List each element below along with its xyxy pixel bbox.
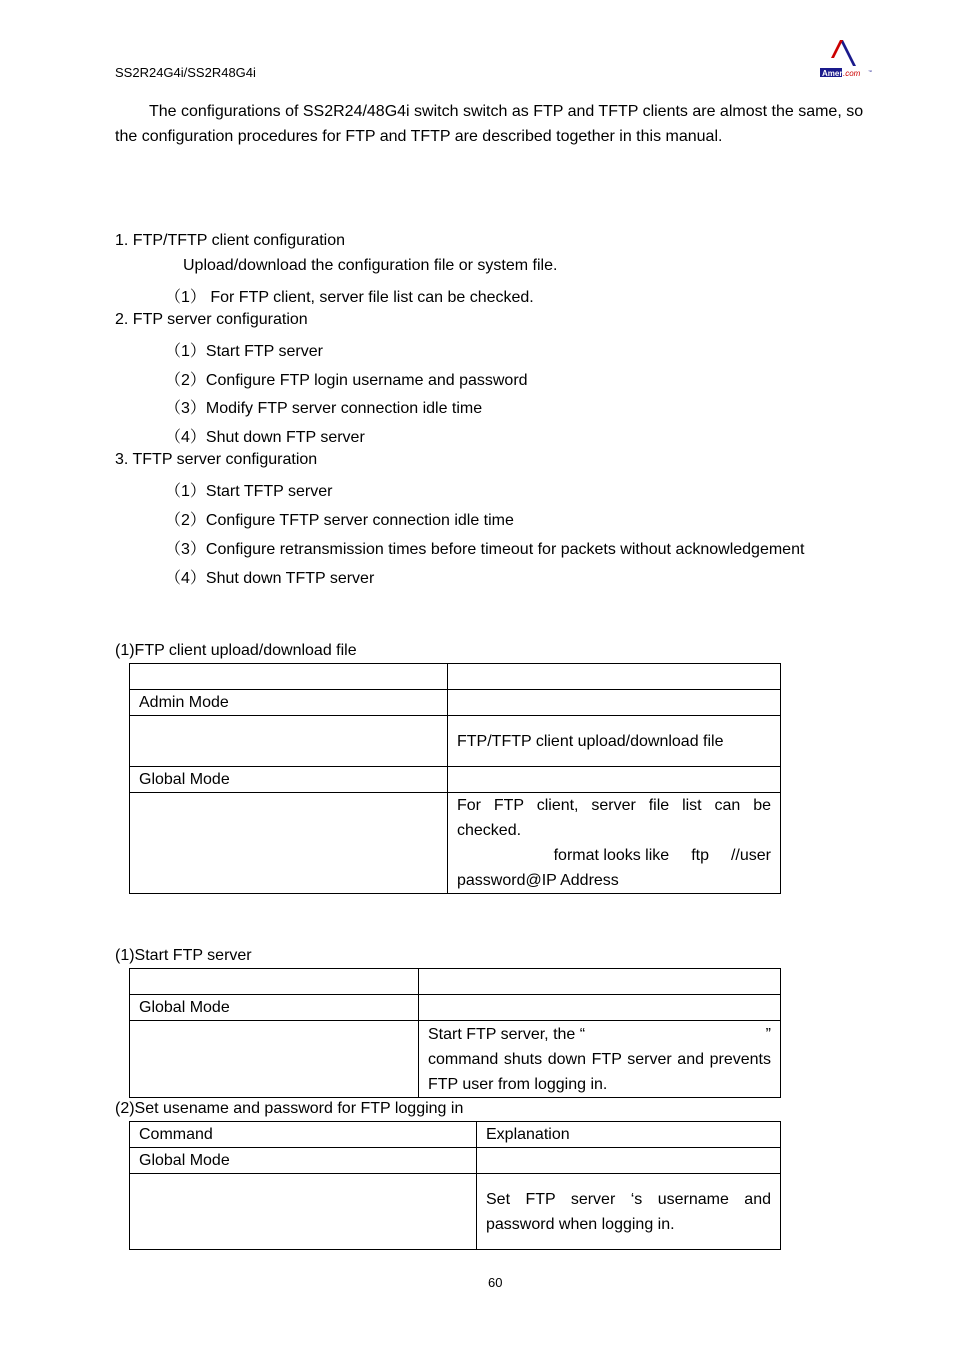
section-tftp-server-title: 3. TFTP server configuration [115,451,318,468]
table-cell [419,995,781,1021]
command-cell [130,716,448,767]
svg-text:Amer: Amer [822,69,843,78]
mode-cell: Admin Mode [130,690,448,716]
table-row [130,793,781,894]
explanation-cell: FTP/TFTP client upload/download file [448,716,781,767]
mode-cell: Global Mode [130,767,448,793]
list-item: （4）Shut down TFTP server [165,570,375,587]
explanation-cell [448,793,781,894]
ftp-client-table [129,663,781,894]
explanation-text: Start FTP server, the “ [428,1025,586,1043]
explanation-text: password@IP Address [457,872,619,889]
list-item: （1）Start TFTP server [165,483,333,500]
table-row [130,690,781,716]
explanation-text: ” [765,1025,771,1043]
command-cell [130,1174,477,1250]
list-item: （3）Configure retransmission times before timeout for packets without acknowledgement [165,541,805,558]
table-cell [448,690,781,716]
ftp-server-start-table [129,968,781,1098]
command-cell [130,1021,419,1098]
table-cell [130,969,419,995]
svg-text:.com: .com [843,69,861,78]
table-cell [448,664,781,690]
explanation-cell [419,1021,781,1098]
explanation-text: ftp [691,847,709,864]
explanation-text: For FTP client, server file list can be checked. [457,797,771,839]
section-ftp-server-title: 2. FTP server configuration [115,311,308,328]
table-row [130,664,781,690]
header-model: SS2R24G4i/SS2R48G4i [115,65,256,80]
table-cell [130,664,448,690]
list-item: （1）Start FTP server [165,343,323,360]
mode-cell: Global Mode [130,1148,477,1174]
list-item: （2）Configure FTP login username and password [165,372,528,389]
explanation-cell: Set FTP server ‘s username and password when logging in. [477,1174,781,1250]
table3-caption: (2)Set usename and password for FTP logging in [115,1100,464,1117]
command-cell [130,793,448,894]
section-ftp-client-title: 1. FTP/TFTP client configuration [115,232,346,249]
explanation-format-line [457,843,771,868]
page-number: 60 [488,1275,503,1290]
explanation-text: command shuts down FTP server and prevents FTP user from logging in. [428,1050,771,1093]
list-item: （2）Configure TFTP server connection idle time [165,512,514,529]
mode-cell: Global Mode [130,995,419,1021]
explanation-text: //user [730,847,771,864]
table-row [130,1122,781,1148]
svg-text:™: ™ [868,69,872,74]
column-header-command: Command [130,1122,477,1148]
table-row [130,1174,781,1250]
intro-paragraph: The configurations of SS2R24/48G4i switch switch as FTP and TFTP clients are almost the same, so the configuration procedures for FTP and TFTP are described together in this manual. [115,103,864,145]
list-item: （1） For FTP client, server file list can be checked. [165,289,534,306]
explanation-text: format looks like [553,847,670,864]
table-cell [419,969,781,995]
table-cell [448,767,781,793]
table1-caption: (1)FTP client upload/download file [115,642,357,659]
table-row [130,716,781,767]
table-cell [477,1148,781,1174]
table-row [130,767,781,793]
amer-logo [818,36,878,82]
table-row [130,995,781,1021]
ftp-login-table [129,1121,781,1250]
section-ftp-client-sub: Upload/download the configuration file or system file. [183,257,558,274]
table-row [130,1021,781,1098]
column-header-explanation: Explanation [477,1122,781,1148]
table2-caption: (1)Start FTP server [115,947,252,964]
table-row [130,969,781,995]
list-item: （4）Shut down FTP server [165,429,365,446]
explanation-line [428,1022,771,1047]
table-row [130,1148,781,1174]
list-item: （3）Modify FTP server connection idle time [165,400,483,417]
